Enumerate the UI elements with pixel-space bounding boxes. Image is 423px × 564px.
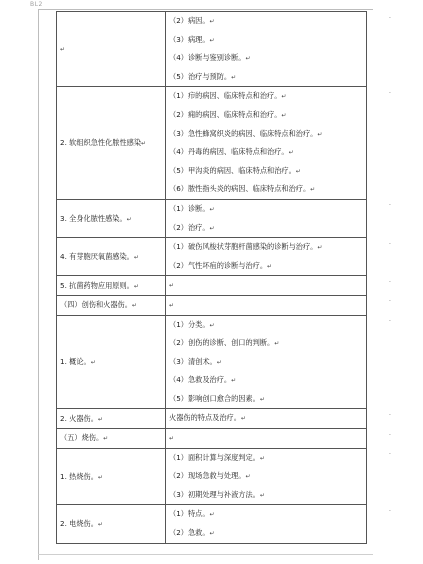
topic-label: （四）创伤和火器伤。 xyxy=(60,300,132,310)
detail-line xyxy=(169,409,363,428)
paragraph-mark: ↵ xyxy=(317,244,323,252)
row-end-mark: · xyxy=(389,278,391,286)
detail-text: （1）面积计算与深度判定。 xyxy=(169,452,260,462)
detail-line xyxy=(169,49,363,68)
table-row xyxy=(57,199,367,237)
table-row xyxy=(57,295,367,315)
paragraph-mark: ↵ xyxy=(267,262,273,270)
detail-text: （1）诊断。 xyxy=(169,203,210,213)
paragraph-mark: ↵ xyxy=(259,454,265,462)
detail-cell xyxy=(166,429,367,449)
row-end-mark: · xyxy=(389,507,391,515)
topic-cell xyxy=(57,409,166,429)
paragraph-mark: ↵ xyxy=(90,358,96,366)
detail-line xyxy=(169,125,363,144)
paragraph-mark: ↵ xyxy=(97,473,103,481)
table-row xyxy=(57,238,367,276)
detail-text: （2）现场急救与处理。 xyxy=(169,471,246,481)
paragraph-mark: ↵ xyxy=(281,93,287,101)
detail-text: （2）气性坏疽的诊断与治疗。 xyxy=(169,260,268,270)
detail-text: （1）分类。 xyxy=(169,319,210,329)
detail-text: （2）病因。 xyxy=(169,16,210,25)
detail-text: （5）影响创口愈合的因素。 xyxy=(169,393,260,403)
paragraph-mark: ↵ xyxy=(310,186,316,194)
paragraph-mark: ↵ xyxy=(245,55,251,63)
paragraph-mark: ↵ xyxy=(209,205,215,213)
paragraph-mark: ↵ xyxy=(209,511,215,519)
paragraph-mark: ↵ xyxy=(288,149,294,157)
detail-line xyxy=(169,467,363,486)
row-end-mark: · xyxy=(389,14,391,22)
detail-line xyxy=(169,200,363,219)
paragraph-mark: ↵ xyxy=(60,46,66,54)
table-row xyxy=(57,409,367,429)
detail-line xyxy=(169,296,363,315)
paragraph-mark: ↵ xyxy=(133,253,139,261)
detail-line xyxy=(169,257,363,276)
paragraph-mark: ↵ xyxy=(281,111,287,119)
detail-cell xyxy=(166,199,367,237)
detail-text: （4）诊断与鉴别诊断。 xyxy=(169,53,246,63)
table-row xyxy=(57,87,367,200)
table-row xyxy=(57,505,367,543)
paragraph-mark: ↵ xyxy=(209,530,215,538)
paragraph-mark: ↵ xyxy=(259,491,265,499)
row-end-mark: · xyxy=(389,240,391,248)
detail-text: （3）初期处理与补液方法。 xyxy=(169,489,260,499)
topic-cell xyxy=(57,315,166,409)
detail-text: （2）急救。 xyxy=(169,528,210,538)
topic-cell xyxy=(57,87,166,200)
table-row xyxy=(57,315,367,409)
topic-label: 2. 火器伤。 xyxy=(60,413,98,423)
detail-line xyxy=(169,162,363,181)
detail-line xyxy=(169,353,363,372)
paragraph-mark: ↵ xyxy=(209,321,215,329)
detail-text: （4）急救及治疗。 xyxy=(169,375,232,385)
topic-label: 3. 全身化脓性感染。 xyxy=(60,213,127,223)
topic-label: 1. 热烧伤。 xyxy=(60,471,98,481)
topic-cell xyxy=(57,12,166,87)
page-top-edge xyxy=(38,9,373,10)
detail-line xyxy=(169,68,363,87)
row-end-mark: · xyxy=(389,318,391,325)
detail-line xyxy=(169,238,363,257)
detail-cell xyxy=(166,87,367,200)
detail-cell xyxy=(166,315,367,409)
detail-text: （2）创伤的诊断、创口的判断。 xyxy=(169,338,275,348)
detail-text: （3）清创术。 xyxy=(169,356,217,366)
detail-text: （2）痈的病因、临床特点和治疗。 xyxy=(169,109,282,119)
topic-cell xyxy=(57,199,166,237)
detail-text: （3）病理。 xyxy=(169,34,210,44)
paragraph-mark: ↵ xyxy=(295,167,301,175)
syllabus-table xyxy=(56,11,367,544)
detail-text: （4）丹毒的病因、临床特点和治疗。 xyxy=(169,147,289,157)
table-row xyxy=(57,12,367,87)
paragraph-mark: ↵ xyxy=(231,73,237,81)
detail-text: （5）治疗与预防。 xyxy=(169,71,232,81)
paragraph-mark: ↵ xyxy=(169,282,175,290)
topic-cell xyxy=(57,429,166,449)
header-mark: BL2 xyxy=(30,1,43,8)
row-end-mark: · xyxy=(389,411,391,419)
paragraph-mark: ↵ xyxy=(169,435,175,443)
paragraph-mark: ↵ xyxy=(169,301,175,309)
detail-text: （2）治疗。 xyxy=(169,222,210,232)
paragraph-mark: ↵ xyxy=(103,435,109,443)
page-bottom-edge xyxy=(38,554,373,555)
detail-cell xyxy=(166,448,367,505)
table-row xyxy=(57,429,367,449)
detail-cell xyxy=(166,505,367,543)
detail-line xyxy=(169,334,363,353)
topic-label: （五）烧伤。 xyxy=(60,433,104,443)
detail-line xyxy=(169,143,363,162)
detail-line xyxy=(169,12,363,31)
detail-cell xyxy=(166,12,367,87)
topic-cell xyxy=(57,505,166,543)
detail-line xyxy=(169,106,363,125)
detail-line xyxy=(169,316,363,335)
detail-text: （5）甲沟炎的病因、临床特点和治疗。 xyxy=(169,165,296,175)
row-end-mark: · xyxy=(389,202,391,210)
topic-label: 2. 软组织急性化脓性感染 xyxy=(60,138,142,148)
detail-line xyxy=(169,180,363,199)
detail-text: （1）破伤风梭状芽胞杆菌感染的诊断与治疗。 xyxy=(169,242,318,252)
paragraph-mark: ↵ xyxy=(209,36,215,44)
page-left-edge xyxy=(38,9,39,560)
detail-cell xyxy=(166,409,367,429)
detail-text: 火器伤的特点及治疗。 xyxy=(169,413,241,423)
detail-cell xyxy=(166,276,367,296)
detail-line xyxy=(169,449,363,468)
detail-line xyxy=(169,429,363,448)
paragraph-mark: ↵ xyxy=(274,340,280,348)
paragraph-mark: ↵ xyxy=(133,282,139,290)
detail-text: （1）特点。 xyxy=(169,509,210,519)
table-row xyxy=(57,276,367,296)
topic-cell xyxy=(57,238,166,276)
detail-line xyxy=(169,276,363,295)
paragraph-mark: ↵ xyxy=(131,302,137,310)
paragraph-mark: ↵ xyxy=(209,18,215,25)
row-end-mark: · xyxy=(389,89,391,97)
syllabus-table-body xyxy=(57,12,367,544)
paragraph-mark: ↵ xyxy=(245,473,251,481)
paragraph-mark: ↵ xyxy=(259,395,265,403)
topic-label: 1. 概论。 xyxy=(60,356,91,366)
topic-cell xyxy=(57,448,166,505)
detail-cell xyxy=(166,238,367,276)
row-end-mark: · xyxy=(389,298,391,306)
paragraph-mark: ↵ xyxy=(240,415,246,423)
detail-line xyxy=(169,524,363,543)
topic-label: 5. 抗菌药物应用原则。 xyxy=(60,280,134,290)
paragraph-mark: ↵ xyxy=(317,130,323,138)
detail-cell xyxy=(166,295,367,315)
paragraph-mark: ↵ xyxy=(231,377,237,385)
detail-text: （6）脓性指头炎的病因、临床特点和治疗。 xyxy=(169,184,311,194)
table-row xyxy=(57,448,367,505)
paragraph-mark: ↵ xyxy=(141,140,147,148)
paragraph-mark: ↵ xyxy=(97,415,103,423)
topic-label: 2. 电烧伤。 xyxy=(60,519,98,529)
detail-line xyxy=(169,371,363,390)
topic-cell xyxy=(57,276,166,296)
topic-cell xyxy=(57,295,166,315)
detail-line xyxy=(169,486,363,505)
paragraph-mark: ↵ xyxy=(216,358,222,366)
detail-text: （1）疖的病因、临床特点和治疗。 xyxy=(169,91,282,101)
row-end-mark: · xyxy=(389,431,391,439)
detail-text: （3）急性蜂窝织炎的病因、临床特点和治疗。 xyxy=(169,128,318,138)
detail-line xyxy=(169,87,363,106)
paragraph-mark: ↵ xyxy=(126,215,132,223)
paragraph-mark: ↵ xyxy=(97,521,103,529)
paragraph-mark: ↵ xyxy=(209,224,215,232)
row-end-mark: · xyxy=(389,451,391,459)
detail-line xyxy=(169,390,363,409)
topic-label: 4. 有芽胞厌氧菌感染。 xyxy=(60,251,134,261)
detail-line xyxy=(169,505,363,524)
detail-line xyxy=(169,219,363,238)
detail-line xyxy=(169,31,363,50)
